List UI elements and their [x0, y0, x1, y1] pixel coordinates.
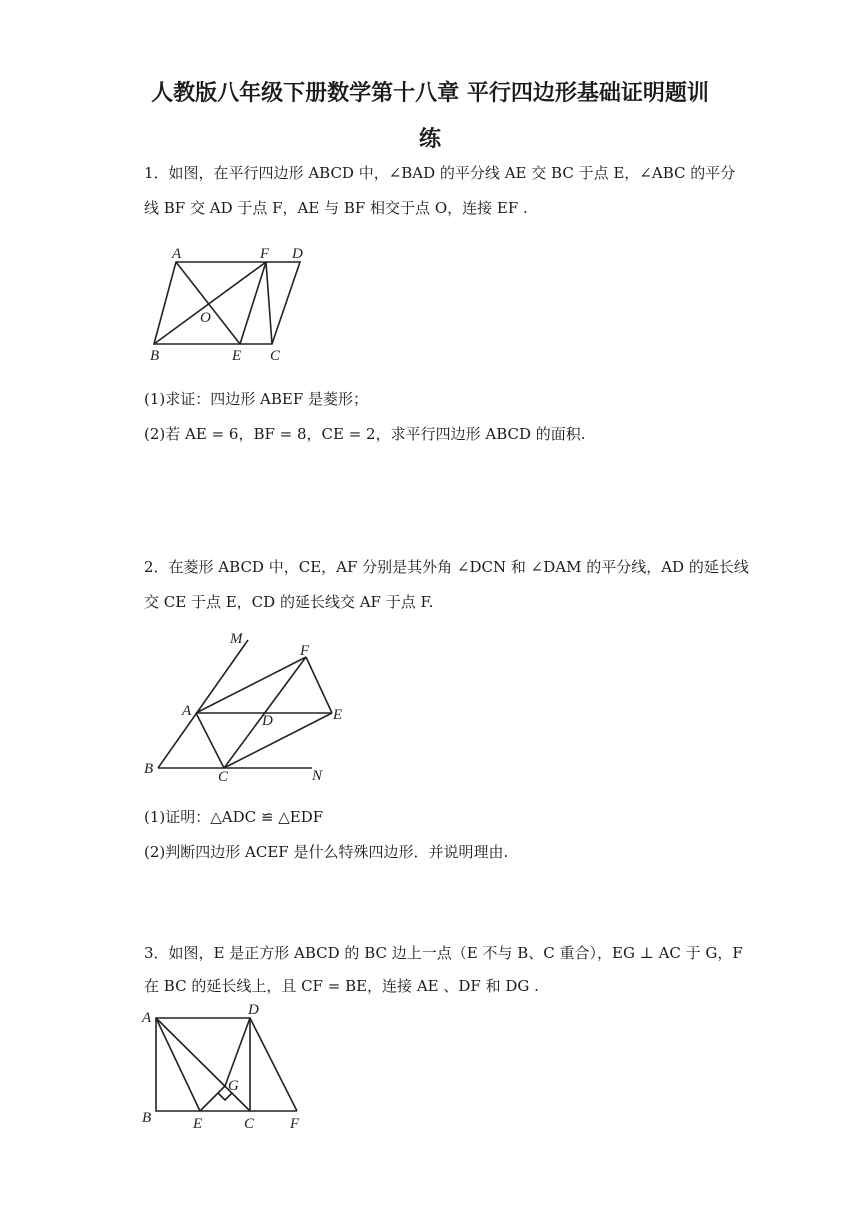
segment-af — [196, 657, 306, 713]
label-b: B — [150, 348, 160, 364]
problem-1-text-line-1: 1．如图，在平行四边形 ABCD 中，∠BAD 的平分线 AE 交 BC 于点 E，∠ABC 的平分 — [144, 164, 736, 182]
segment-eg — [200, 1086, 225, 1111]
label-d: D — [262, 713, 273, 729]
problem-2-question-2: (2)判断四边形 ACEF 是什么特殊四边形．并说明理由. — [144, 843, 509, 861]
segment-bf — [154, 262, 266, 344]
segment-ac — [196, 713, 224, 768]
label-b: B — [142, 1110, 152, 1126]
label-n: N — [312, 768, 323, 784]
label-f: F — [260, 246, 270, 262]
label-c: C — [244, 1116, 255, 1132]
segment-ce — [224, 713, 332, 768]
problem-3-text-line-1: 3．如图，E 是正方形 ABCD 的 BC 边上一点（E 不与 B、C 重合），EG ⊥ AC 于 G，F — [144, 944, 743, 962]
segment-ae — [156, 1018, 200, 1111]
parallelogram-abcd — [154, 262, 300, 344]
document-title-line-2: 练 — [418, 127, 441, 152]
segment-fc — [266, 262, 272, 344]
label-o: O — [200, 310, 211, 326]
problem-2-text-line-2: 交 CE 于点 E，CD 的延长线交 AF 于点 F. — [144, 593, 434, 611]
label-b: B — [144, 761, 154, 777]
label-f: F — [300, 643, 310, 659]
label-d: D — [248, 1002, 259, 1018]
right-angle-mark — [218, 1093, 232, 1100]
label-f: F — [290, 1116, 300, 1132]
segment-df — [250, 1018, 297, 1111]
label-a: A — [172, 246, 182, 262]
line-bm — [158, 640, 248, 768]
label-e: E — [333, 707, 343, 723]
document-title-line-1: 人教版八年级下册数学第十八章 平行四边形基础证明题训 — [151, 81, 709, 106]
segment-fe — [306, 657, 332, 713]
label-c: C — [270, 348, 281, 364]
problem-1-question-2: (2)若 AE = 6，BF = 8，CE = 2，求平行四边形 ABCD 的面积. — [144, 425, 586, 443]
label-d: D — [292, 246, 303, 262]
segment-ac — [156, 1018, 250, 1111]
problem-2-figure — [140, 625, 370, 790]
problem-1-figure — [140, 240, 340, 365]
segment-dg — [225, 1018, 250, 1086]
label-g: G — [228, 1078, 239, 1094]
label-m: M — [230, 631, 243, 647]
problem-2-text-line-1: 2．在菱形 ABCD 中，CE，AF 分别是其外角 ∠DCN 和 ∠DAM 的平分线，AD 的延长线 — [144, 558, 749, 576]
label-c: C — [218, 769, 229, 785]
label-a: A — [142, 1010, 152, 1026]
label-e: E — [232, 348, 242, 364]
problem-1-text-line-2: 线 BF 交 AD 于点 F，AE 与 BF 相交于点 O，连接 EF . — [144, 199, 528, 217]
label-a: A — [182, 703, 192, 719]
problem-3-figure — [140, 1000, 340, 1135]
problem-2-question-1: (1)证明：△ADC ≌ △EDF — [144, 808, 324, 826]
label-e: E — [193, 1116, 203, 1132]
problem-3-text-line-2: 在 BC 的延长线上，且 CF = BE，连接 AE 、DF 和 DG . — [144, 977, 539, 995]
segment-ae — [176, 262, 240, 344]
segment-ef — [240, 262, 266, 344]
problem-1-question-1: (1)求证：四边形 ABEF 是菱形； — [144, 390, 368, 408]
